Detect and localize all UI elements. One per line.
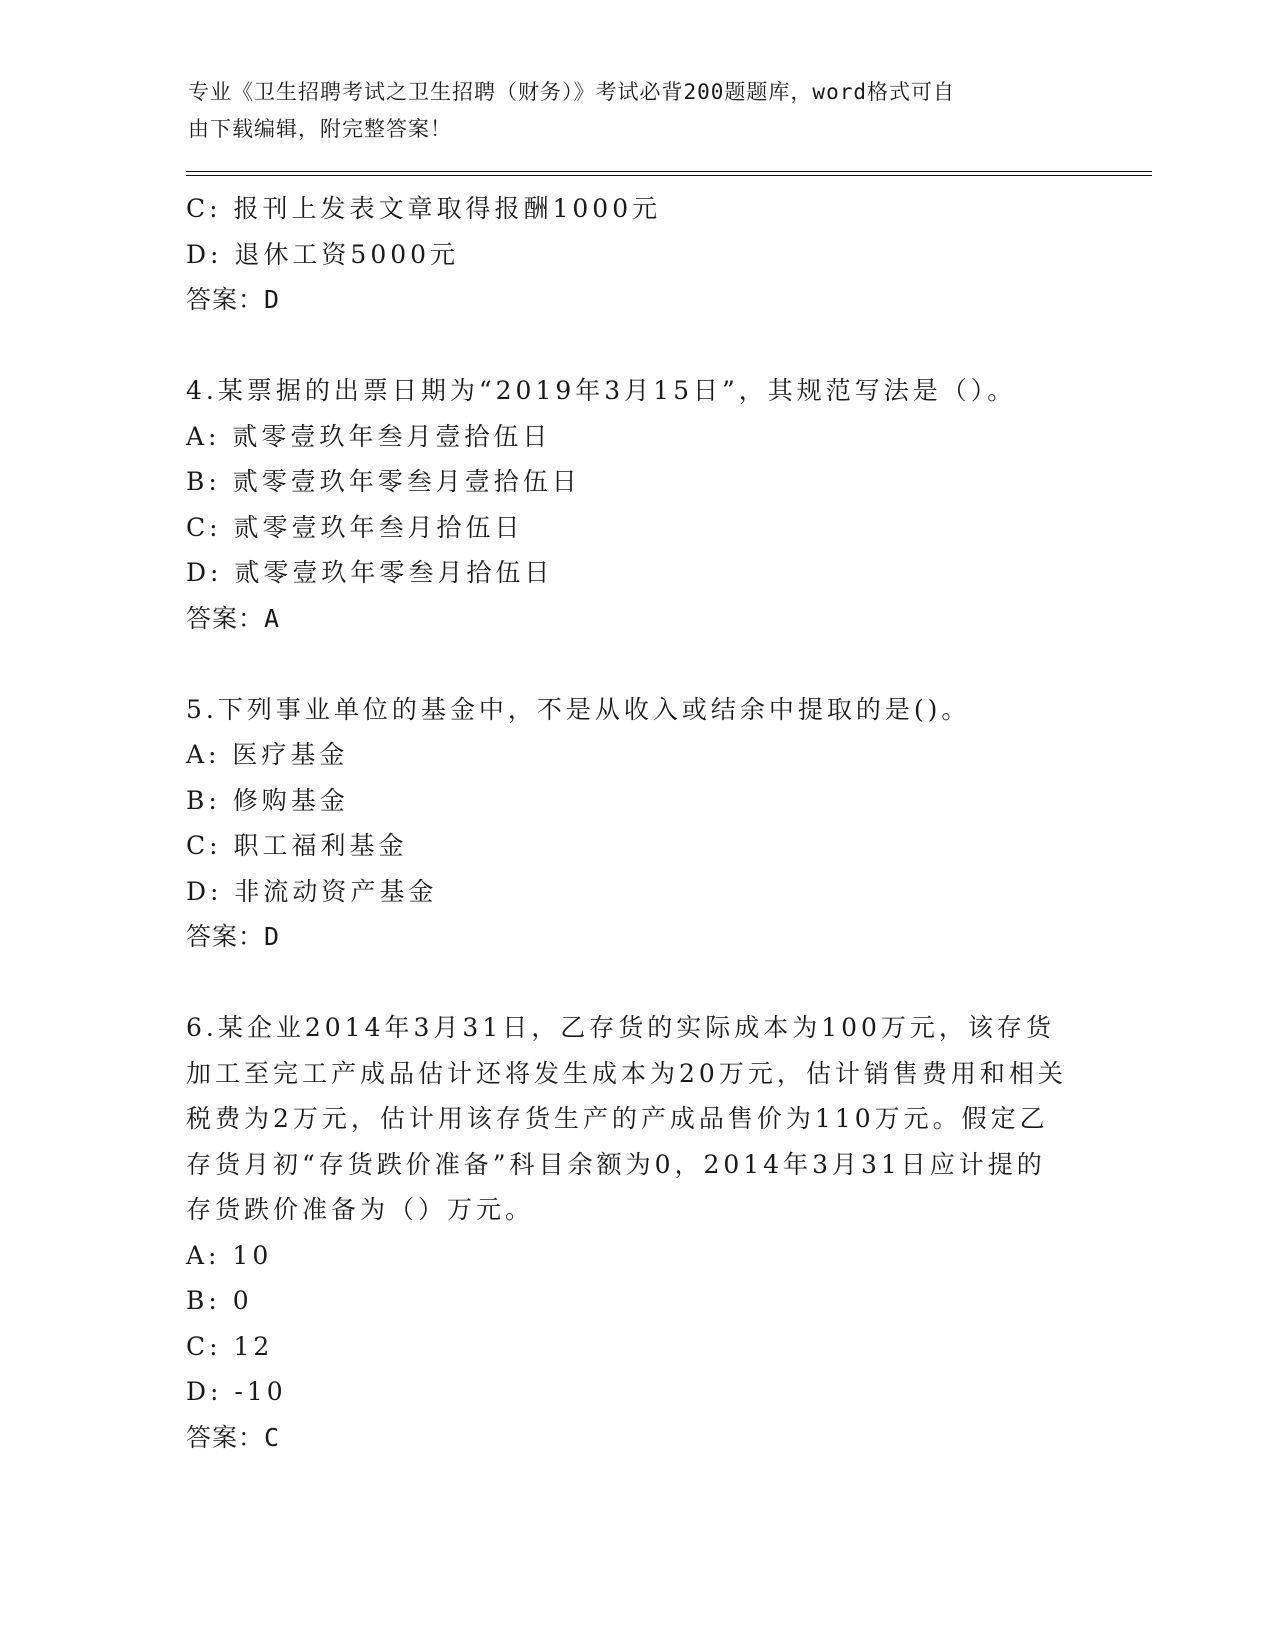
q5-option-d: D: 非流动资产基金 (186, 876, 438, 906)
question-6-block (186, 1005, 1086, 1460)
header-line-1: 专业《卫生招聘考试之卫生招聘（财务）》考试必背200题题库，word格式可自 (188, 80, 955, 104)
header-divider-bottom (186, 175, 1152, 176)
q6-question-line-2: 加工至完工产成品估计还将发生成本为20万元，估计销售费用和相关 (186, 1058, 1067, 1088)
q5-answer: 答案：D (186, 922, 281, 951)
q5-option-b: B: 修购基金 (186, 785, 349, 815)
question-5-block (186, 687, 1086, 960)
q4-option-c: C: 贰零壹玖年叁月拾伍日 (186, 512, 524, 542)
q6-option-d: D: -10 (186, 1377, 287, 1406)
q5-option-c: C: 职工福利基金 (186, 831, 408, 860)
q5-option-a: A: 医疗基金 (186, 740, 349, 769)
q4-option-a: A: 贰零壹玖年叁月壹拾伍日 (186, 421, 552, 451)
q6-question-line-3: 税费为2万元，估计用该存货生产的产成品售价为110万元。假定乙 (186, 1104, 1049, 1133)
spacer (186, 960, 1086, 1006)
q3-answer: 答案：D (186, 285, 281, 314)
q3-option-d: D: 退休工资5000元 (186, 239, 460, 269)
q3-option-c: C: 报刊上发表文章取得报酬1000元 (186, 194, 662, 223)
q6-question-line-1: 6.某企业2014年3月31日，乙存货的实际成本为100万元，该存货 (186, 1013, 1055, 1042)
spacer (186, 323, 1086, 369)
q4-option-b: B: 贰零壹玖年零叁月壹拾伍日 (186, 467, 581, 496)
question-content (186, 186, 1086, 1460)
q6-answer: 答案：C (186, 1422, 281, 1452)
q6-option-a: A: 10 (186, 1240, 273, 1270)
q6-option-c: C: 12 (186, 1331, 274, 1361)
document-header (188, 74, 1068, 148)
header-line-2: 由下载编辑，附完整答案！ (188, 117, 452, 141)
header-divider-top (186, 171, 1152, 172)
q5-question: 5.下列事业单位的基金中，不是从收入或结余中提取的是()。 (186, 694, 971, 724)
q6-question-line-5: 存货跌价准备为（）万元。 (186, 1195, 535, 1224)
q4-option-d: D: 贰零壹玖年零叁月拾伍日 (186, 558, 554, 587)
q4-question: 4.某票据的出票日期为“2019年3月15日”，其规范写法是（）。 (186, 376, 1017, 405)
q6-option-b: B: 0 (186, 1286, 253, 1315)
q6-question-line-4: 存货月初“存货跌价准备”科目余额为0，2014年3月31日应计提的 (186, 1149, 1046, 1179)
spacer (186, 641, 1086, 687)
question-3-block (186, 186, 1086, 323)
q4-answer: 答案：A (186, 603, 281, 633)
question-4-block (186, 368, 1086, 641)
